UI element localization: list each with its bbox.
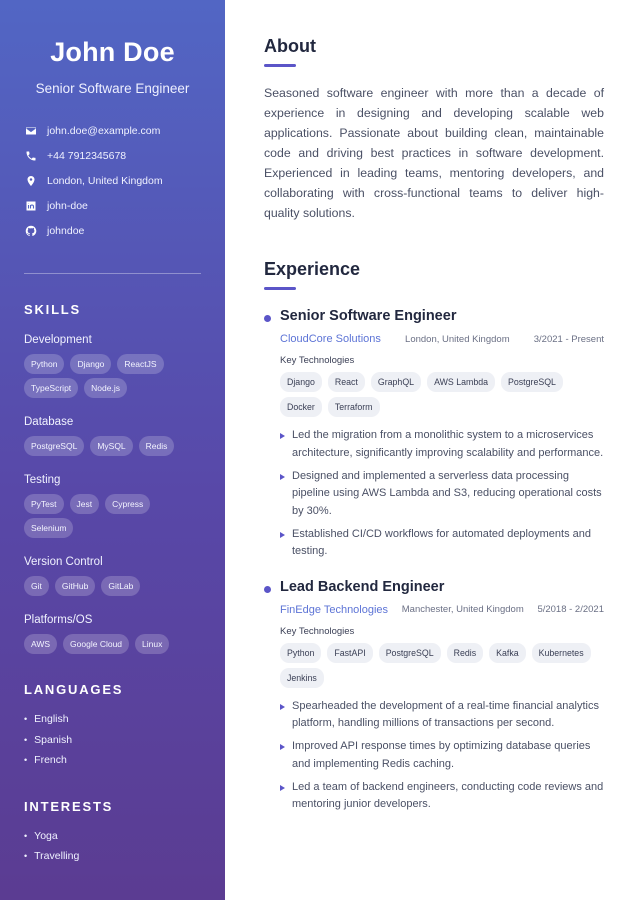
skill-chip: PyTest [24, 494, 64, 514]
contact-github[interactable] [24, 218, 201, 243]
contact-phone[interactable] [24, 143, 201, 168]
experience-heading: Experience [264, 259, 361, 279]
tech-chip: PostgreSQL [501, 372, 563, 392]
job-dates: 3/2021 - Present [533, 333, 604, 345]
interest-item: • Travelling [24, 846, 201, 867]
language-item: • Spanish [24, 730, 201, 751]
tech-chip: Kubernetes [532, 643, 591, 663]
tech-chip: Terraform [328, 397, 380, 417]
skill-chip: Cypress [105, 494, 150, 514]
job-bullets [280, 698, 604, 814]
about-section [264, 36, 604, 223]
heading-underline [264, 64, 296, 67]
tech-chips [280, 372, 604, 417]
interests-list [24, 826, 201, 867]
tech-chip: Kafka [489, 643, 526, 663]
job-entry [264, 308, 604, 561]
contact-linkedin[interactable] [24, 193, 201, 218]
tech-chip: PostgreSQL [379, 643, 441, 663]
tech-chip: Redis [447, 643, 484, 663]
tech-chip: FastAPI [327, 643, 372, 663]
contact-email[interactable] [24, 118, 201, 143]
contact-list [24, 118, 201, 243]
skill-category: Testing [24, 474, 61, 486]
job-entry [264, 579, 604, 814]
language-item: • English [24, 709, 201, 730]
profile-title: Senior Software Engineer [35, 81, 190, 96]
contact-phone-text: +44 7912345678 [47, 149, 127, 162]
key-technologies-label: Key Technologies [280, 625, 355, 637]
skill-chip: Jest [70, 494, 100, 514]
tech-chip: AWS Lambda [427, 372, 495, 392]
skill-chip: PostgreSQL [24, 436, 84, 456]
skill-chip: Redis [139, 436, 175, 456]
contact-email-text: john.doe@example.com [47, 124, 161, 137]
experience-section [264, 259, 604, 814]
tech-chip: Python [280, 643, 321, 663]
skill-chip: Django [70, 354, 111, 374]
sidebar-divider [24, 273, 201, 274]
job-title: Lead Backend Engineer [280, 578, 445, 595]
job-bullet: Spearheaded the development of a real-time financial analytics platform, handling millions of transactions per second. [280, 698, 604, 733]
timeline-dot [264, 315, 271, 322]
job-company: FinEdge Technologies [280, 603, 389, 616]
skill-group-platforms [24, 614, 201, 654]
skill-category: Development [24, 334, 92, 346]
location-icon [24, 174, 37, 187]
linkedin-icon [24, 199, 37, 212]
tech-chip: Docker [280, 397, 322, 417]
job-title: Senior Software Engineer [280, 308, 457, 324]
skill-chip: Git [24, 576, 49, 596]
contact-linkedin-text: john-doe [47, 199, 88, 212]
tech-chip: React [328, 372, 365, 392]
about-heading: About [264, 36, 316, 56]
contact-location [24, 168, 201, 193]
job-dates: 5/2018 - 2/2021 [537, 604, 604, 615]
skill-chip: TypeScript [24, 378, 78, 398]
skill-chip: Google Cloud [63, 634, 129, 654]
job-bullet: Established CI/CD workflows for automated deployments and testing. [280, 526, 604, 561]
job-location: London, United Kingdom [405, 333, 510, 345]
skill-chip: ReactJS [117, 354, 163, 374]
github-icon [24, 224, 37, 237]
skill-category: Database [24, 416, 74, 428]
main-content [264, 0, 604, 819]
tech-chips [280, 643, 604, 688]
skill-group-version-control [24, 556, 201, 596]
skill-group-testing [24, 474, 201, 538]
skill-group-development [24, 334, 201, 398]
job-location: Manchester, United Kingdom [401, 604, 524, 615]
skill-chip: Python [24, 354, 64, 374]
job-bullets [280, 427, 604, 561]
job-bullet: Led the migration from a monolithic system to a microservices architecture, significantly improving scalability and performance. [280, 427, 604, 462]
contact-github-text: johndoe [47, 224, 85, 237]
interests-heading: INTERESTS [24, 798, 114, 814]
skill-chip: GitLab [101, 576, 140, 596]
tech-chip: Django [280, 372, 322, 392]
job-bullet: Improved API response times by optimizing database queries and implementing Redis caching. [280, 738, 604, 773]
profile-name: John Doe [50, 37, 175, 67]
skill-chip: AWS [24, 634, 57, 654]
skill-chip: Node.js [84, 378, 127, 398]
skill-category: Version Control [24, 556, 103, 568]
email-icon [24, 124, 37, 137]
skill-chip: Linux [135, 634, 169, 654]
contact-location-text: London, United Kingdom [47, 174, 163, 187]
phone-icon [24, 149, 37, 162]
key-technologies-label: Key Technologies [280, 355, 355, 366]
job-bullet: Designed and implemented a serverless data processing pipeline using AWS Lambda and S3, reducing operational costs by 30%. [280, 468, 604, 521]
skill-chip: MySQL [90, 436, 132, 456]
tech-chip: Jenkins [280, 668, 324, 688]
skills-heading: SKILLS [24, 302, 82, 317]
skill-group-database [24, 416, 201, 456]
about-text: Seasoned software engineer with more than a decade of experience in designing and developing scalable web applications. Passionate about building clean, maintainable code and driving best practices in software development. Experienced in leading teams, mentoring developers, and collaborating with cross-functional teams to deliver high-quality solutions. [264, 86, 604, 220]
language-item: • French [24, 750, 201, 771]
sidebar [0, 0, 225, 900]
job-company: CloudCore Solutions [280, 333, 381, 345]
timeline-dot [264, 586, 271, 593]
skill-chip: GitHub [55, 576, 95, 596]
skill-chip: Selenium [24, 518, 73, 538]
languages-heading: LANGUAGES [24, 682, 124, 697]
tech-chip: GraphQL [371, 372, 421, 392]
interest-item: • Yoga [24, 826, 201, 847]
job-bullet: Led a team of backend engineers, conducting code reviews and mentoring junior developers. [280, 779, 604, 814]
heading-underline [264, 287, 296, 290]
skill-category: Platforms/OS [24, 614, 93, 626]
languages-list [24, 709, 201, 771]
